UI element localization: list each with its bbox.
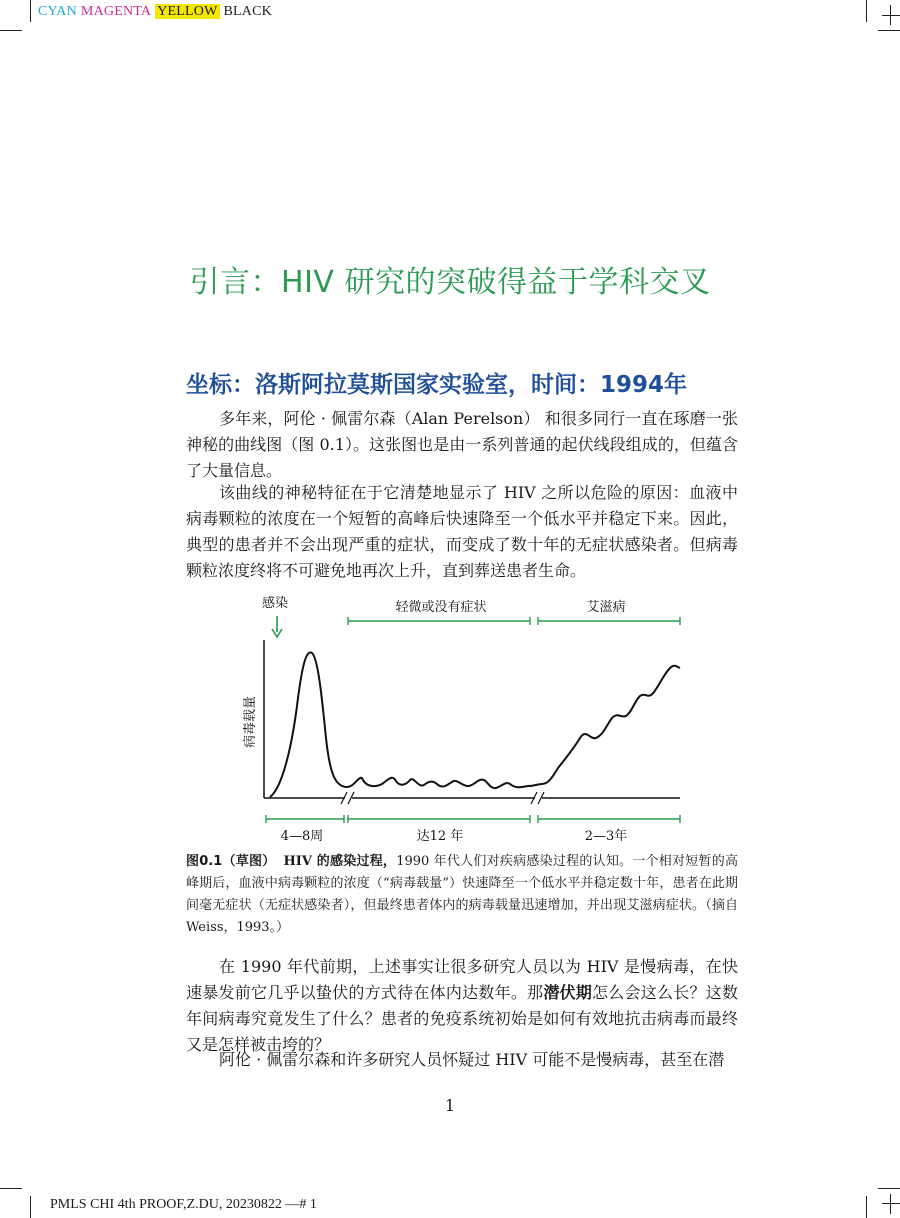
proof-cyan: CYAN — [38, 4, 77, 19]
paragraph-text: 在 1990 年代前期，上述事实让很多研究人员以为 HIV 是慢病毒，在快速暴发前它几乎以蛰伏的方式待在体内达数年。那 — [186, 957, 738, 1002]
figure-hiv-course — [186, 588, 738, 848]
label-mild-symptoms: 轻微或没有症状 — [395, 600, 487, 615]
paragraph-text: 怎么会这么长？这数年间病毒究竟发生了什么？患者的免疫系统初始是如何有效地抗击病毒而最终又是怎样被击垮的？ — [186, 983, 738, 1054]
chapter-title: 引言：HIV 研究的突破得益于学科交叉 — [189, 265, 711, 300]
crop-mark — [878, 30, 900, 31]
label-weeks: 4—8周 — [280, 829, 324, 844]
hiv-curve-sketch — [186, 588, 738, 848]
crop-mark — [882, 15, 900, 16]
caption-text: 1990 年代人们对疾病感染过程的认知。一个相对短暂的高峰期后，血液中病毒颗粒的浓度（“病毒载量”）快速降至一个低水平并稳定数十年，患者在此期间毫无症状（无症状感染者），但最终患者体内的病毒载量迅速增加，并出现艾滋病症状。（摘自 Weiss，1993。） — [186, 854, 739, 935]
body-paragraph: 阿伦 · 佩雷尔森和许多研究人员怀疑过 HIV 可能不是慢病毒，甚至在潜 — [219, 1050, 725, 1069]
section-title: 坐标：洛斯阿拉莫斯国家实验室，时间：1994年 — [186, 372, 688, 398]
proof-yellow: YELLOW — [157, 4, 218, 19]
keyword-latency: 潜伏期 — [543, 983, 593, 1002]
crop-mark — [890, 1194, 891, 1214]
page-number: 1 — [444, 1096, 456, 1115]
proof-color-bar — [38, 4, 276, 20]
body-paragraph — [186, 954, 738, 1058]
body-paragraph: 该曲线的神秘特征在于它清楚地显示了 HIV 之所以危险的原因：血液中病毒颗粒的浓度在一个短暂的高峰后快速降至一个低水平并稳定下来。因此，典型的患者并不会出现严重的症状，而变成了数十年的无症状感染者。但病毒颗粒浓度终将不可避免地再次上升，直到葬送患者生命。 — [186, 483, 738, 580]
figure-caption — [186, 851, 738, 939]
crop-mark — [878, 1188, 900, 1189]
crop-mark — [30, 0, 31, 22]
proof-black: BLACK — [223, 4, 272, 19]
caption-label: 图0.1（草图） — [186, 854, 276, 869]
body-paragraph: 多年来，阿伦 · 佩雷尔森（Alan Perelson） 和很多同行一直在琢磨一张神秘的曲线图（图 0.1）。这张图也是由一系列普通的起伏线段组成的，但蕴含了大量信息。 — [186, 409, 738, 480]
label-infection: 感染 — [262, 596, 289, 611]
crop-mark — [866, 1196, 867, 1218]
label-years-12: 达12 年 — [416, 829, 464, 844]
proof-footer: PMLS CHI 4th PROOF,Z.DU, 20230822 —# 1 — [50, 1197, 317, 1212]
label-aids: 艾滋病 — [586, 600, 626, 615]
crop-mark — [30, 1196, 31, 1218]
crop-mark — [890, 5, 891, 25]
proof-magenta: MAGENTA — [80, 4, 152, 19]
crop-mark — [0, 1188, 22, 1189]
crop-mark — [882, 1203, 900, 1204]
crop-mark — [866, 0, 867, 22]
crop-mark — [0, 30, 22, 31]
label-years-2-3: 2—3年 — [584, 829, 628, 844]
y-axis-label: 病毒载量 — [243, 695, 258, 748]
viral-load-curve — [270, 653, 680, 797]
caption-title: HIV 的感染过程， — [283, 854, 397, 869]
